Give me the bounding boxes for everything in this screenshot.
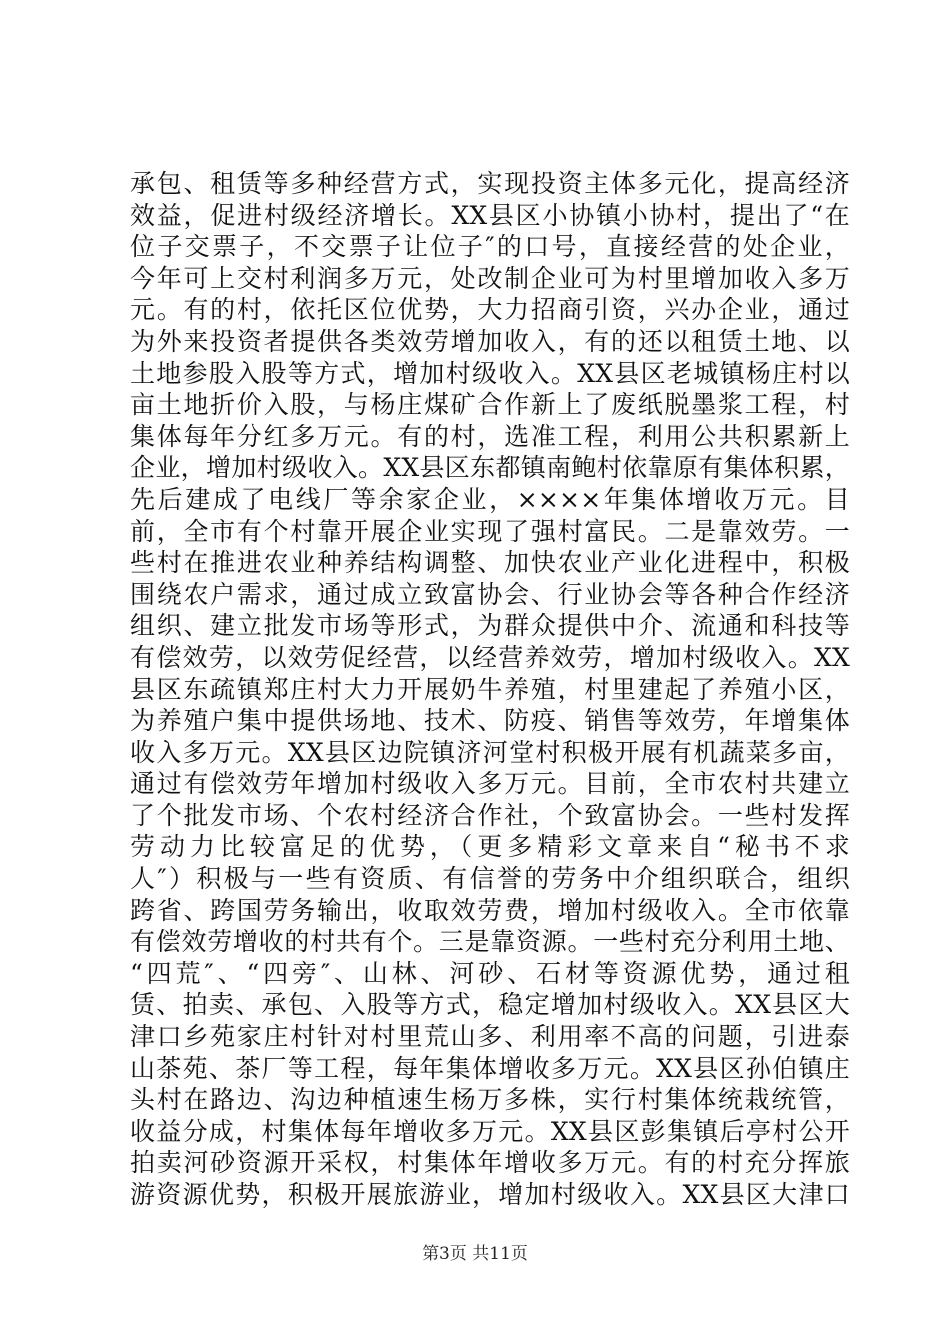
text-line: 前，全市有个村靠开展企业实现了强村富民。二是靠效劳。一 [130,516,850,546]
text-line: 山茶苑、茶厂等工程，每年集体增收多万元。XX县区孙伯镇庄 [130,1053,850,1083]
text-line: 亩土地折价入股，与杨庄煤矿合作新上了废纸脱墨浆工程，村 [130,390,850,420]
text-line: 元。有的村，依托区位优势，大力招商引资，兴办企业，通过 [130,295,850,325]
text-line: 了个批发市场、个农村经济合作社，个致富协会。一些村发挥 [130,800,850,830]
text-line: 收益分成，村集体每年增收多万元。XX县区彭集镇后亭村公开 [130,1116,850,1146]
text-line: 企业，增加村级收入。XX县区东都镇南鲍村依靠原有集体积累， [130,453,850,483]
text-line: 收入多万元。XX县区边院镇济河堂村积极开展有机蔬菜多亩， [130,737,850,767]
text-line: “四荒″、“四旁″、山林、河砂、石材等资源优势，通过租 [130,958,850,988]
text-line: 头村在路边、沟边种植速生杨万多株，实行村集体统栽统管， [130,1085,850,1115]
text-line: 组织、建立批发市场等形式，为群众提供中介、流通和科技等 [130,611,850,641]
text-line: 津口乡苑家庄村针对村里荒山多、利用率不高的问题，引进泰 [130,1022,850,1052]
text-line: 有偿效劳增收的村共有个。三是靠资源。一些村充分利用土地、 [130,927,850,957]
text-line: 为养殖户集中提供场地、技术、防疫、销售等效劳，年增集体 [130,706,850,736]
text-line: 位子交票子，不交票子让位子″的口号，直接经营的处企业， [130,232,850,262]
text-line: 人″）积极与一些有资质、有信誉的劳务中介组织联合，组织 [130,864,850,894]
text-line: 赁、拍卖、承包、入股等方式，稳定增加村级收入。XX县区大 [130,990,850,1020]
text-line: 县区东疏镇郑庄村大力开展奶牛养殖，村里建起了养殖小区， [130,674,850,704]
body-text [130,168,850,1211]
text-line: 今年可上交村利润多万元，处改制企业可为村里增加收入多万 [130,263,850,293]
text-line: 承包、租赁等多种经营方式，实现投资主体多元化，提高经济 [130,169,850,198]
text-line: 通过有偿效劳年增加村级收入多万元。目前，全市农村共建立 [130,769,850,799]
text-line: 劳动力比较富足的优势，（更多精彩文章来自“秘书不求 [130,832,850,862]
text-line: 土地参股入股等方式，增加村级收入。XX县区老城镇杨庄村以 [130,358,850,388]
page-footer: 第3页 共11页 [422,1244,528,1264]
text-line: 为外来投资者提供各类效劳增加收入，有的还以租赁土地、以 [130,326,850,356]
text-line: 游资源优势，积极开展旅游业，增加村级收入。XX县区大津口 [130,1180,850,1209]
text-line: 效益，促进村级经济增长。XX县区小协镇小协村，提出了“在 [130,200,850,230]
text-line: 围绕农户需求，通过成立致富协会、行业协会等各种合作经济 [130,579,850,609]
text-line: 些村在推进农业种养结构调整、加快农业产业化进程中，积极 [130,548,850,578]
text-line: 有偿效劳，以效劳促经营，以经营养效劳，增加村级收入。XX [130,642,850,672]
text-line: 跨省、跨国劳务输出，收取效劳费，增加村级收入。全市依靠 [130,895,850,925]
text-line: 先后建成了电线厂等余家企业，××××年集体增收万元。目 [130,484,850,514]
text-line: 集体每年分红多万元。有的村，选准工程，利用公共积累新上 [130,421,850,451]
text-line: 拍卖河砂资源开采权，村集体年增收多万元。有的村充分挥旅 [130,1148,850,1178]
